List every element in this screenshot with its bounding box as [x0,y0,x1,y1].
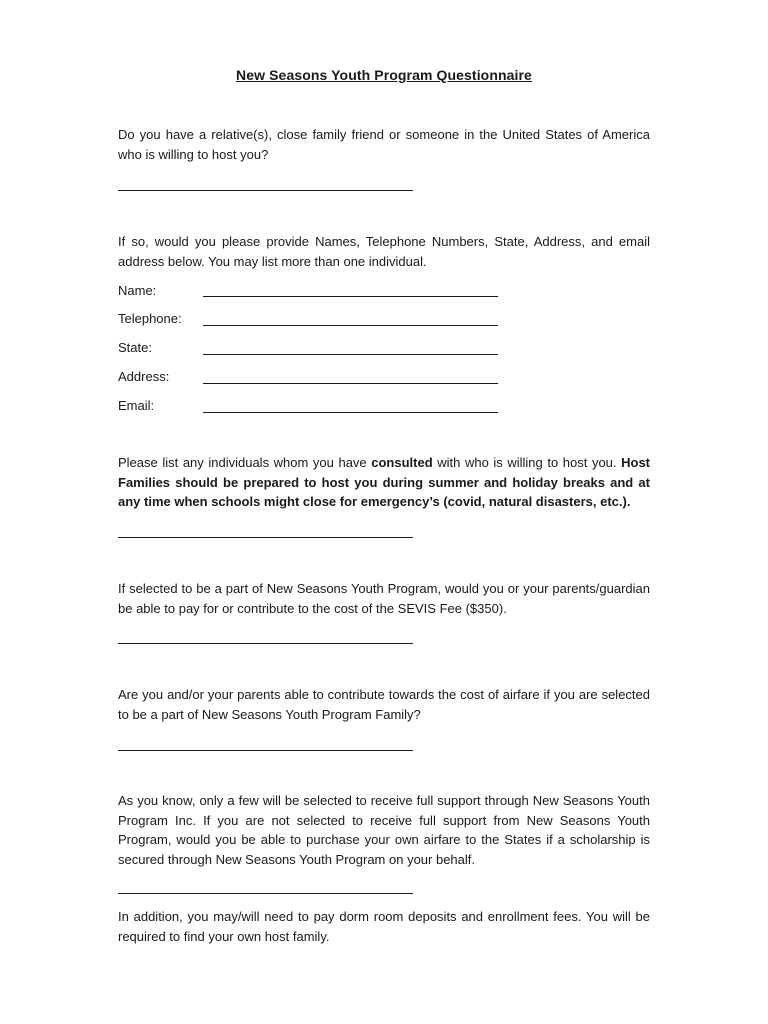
question-consulted-text-1: Please list any individuals whom you have [118,455,372,470]
question-consulted-text-2: with who is willing to host you. [432,455,622,470]
document-title: New Seasons Youth Program Questionnaire [236,67,532,83]
answer-line-own-airfare[interactable] [118,893,413,894]
telephone-field-line[interactable] [203,325,498,326]
email-field-label: Email: [118,398,155,413]
answer-line-sevis-fee[interactable] [118,643,413,644]
question-host-relative: Do you have a relative(s), close family friend or someone in the United States of America who is willing to host you? [118,127,650,162]
question-airfare-contribution: Are you and/or your parents able to contribute towards the cost of airfare if you are selected to be a part of New Seasons Youth Program Family? [118,687,650,722]
state-field-label: State: [118,340,152,355]
answer-line-host-relative[interactable] [118,190,413,191]
name-field-line[interactable] [203,296,498,297]
answer-line-airfare-contribution[interactable] [118,750,413,751]
state-field-line[interactable] [203,354,498,355]
question-sevis-fee: If selected to be a part of New Seasons Youth Program, would you or your parents/guardian be able to pay for or contribute to the cost of the SEVIS Fee ($350). [118,581,650,616]
address-field-line[interactable] [203,383,498,384]
question-own-airfare: As you know, only a few will be selected to receive full support through New Seasons Youth Program Inc. If you are not selected to receive full support from New Seasons Youth Program, would you be able to purchase your own airfare to the States if a scholarship is secured through New Seasons Youth Program on your behalf. [118,793,650,867]
question-consulted-hosts [118,453,650,512]
note-dorm-fees: In addition, you may/will need to pay dorm room deposits and enrollment fees. You will be required to find your own host family. [118,909,650,944]
address-field-label: Address: [118,369,170,384]
name-field-label: Name: [118,283,157,298]
question-host-contact-details: If so, would you please provide Names, Telephone Numbers, State, Address, and email address below. You may list more than one individual. [118,234,650,269]
question-consulted-bold-1: consulted [371,455,433,470]
email-field-line[interactable] [203,412,498,413]
question-consulted-bold-2: Host Families should be prepared to host you during summer and holiday breaks and at any time when schools might close for emergency’s (covid, natural disasters, etc.). [118,455,650,509]
answer-line-consulted-hosts[interactable] [118,537,413,538]
telephone-field-label: Telephone: [118,311,182,326]
